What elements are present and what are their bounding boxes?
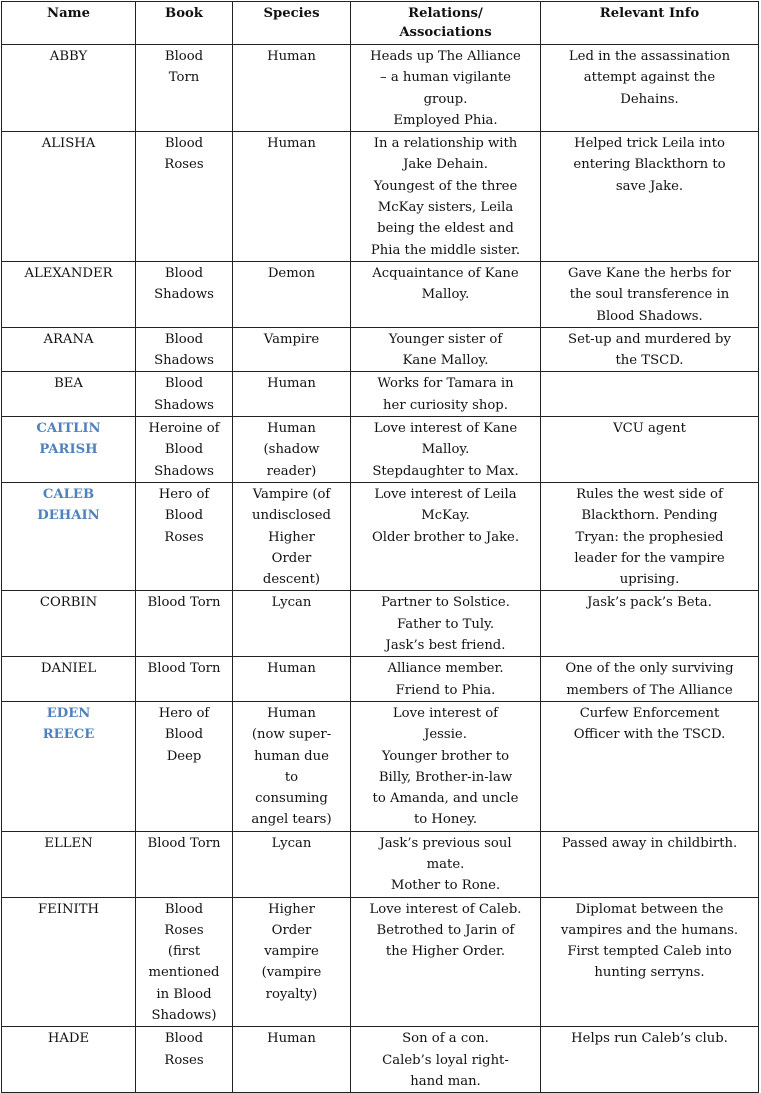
relations-cell: Partner to Solstice. Father to Tuly. Jask’s best friend.: [351, 591, 541, 657]
table-row: [2, 132, 759, 262]
relevant-info-cell: Diplomat between the vampires and the humans. First tempted Caleb into hunting serryns.: [541, 897, 759, 1027]
species-cell: Lycan: [233, 831, 351, 897]
book-cell: Blood Torn: [136, 831, 233, 897]
book-cell: Blood Shadows: [136, 372, 233, 417]
table-body: [2, 45, 759, 1093]
relations-cell: Works for Tamara in her curiosity shop.: [351, 372, 541, 417]
relations-cell: Heads up The Alliance – a human vigilante group. Employed Phia.: [351, 45, 541, 132]
relevant-info-cell: Passed away in childbirth.: [541, 831, 759, 897]
table-row: [2, 1027, 759, 1093]
species-cell: Human: [233, 132, 351, 262]
name-cell: ARANA: [2, 327, 136, 372]
species-cell: Vampire: [233, 327, 351, 372]
header-book: Book: [136, 2, 233, 45]
relations-cell: Younger sister of Kane Malloy.: [351, 327, 541, 372]
relations-cell: Acquaintance of Kane Malloy.: [351, 261, 541, 327]
species-cell: Human: [233, 657, 351, 702]
header-relevant-info: Relevant Info: [541, 2, 759, 45]
book-cell: Blood Shadows: [136, 327, 233, 372]
relations-cell: Jask’s previous soul mate. Mother to Rone.: [351, 831, 541, 897]
relevant-info-cell: One of the only surviving members of The Alliance: [541, 657, 759, 702]
name-cell: DANIEL: [2, 657, 136, 702]
relevant-info-cell: [541, 372, 759, 417]
book-cell: Blood Torn: [136, 591, 233, 657]
relevant-info-cell: VCU agent: [541, 417, 759, 483]
book-cell: Hero of Blood Deep: [136, 701, 233, 831]
table-row: [2, 372, 759, 417]
book-cell: Heroine of Blood Shadows: [136, 417, 233, 483]
table-row: [2, 897, 759, 1027]
header-name: Name: [2, 2, 136, 45]
relations-cell: Love interest of Kane Malloy. Stepdaughter to Max.: [351, 417, 541, 483]
name-cell: CALEB DEHAIN: [2, 482, 136, 590]
species-cell: Human (shadow reader): [233, 417, 351, 483]
relations-cell: In a relationship with Jake Dehain. Youngest of the three McKay sisters, Leila being the eldest and Phia the middle sister.: [351, 132, 541, 262]
species-cell: Higher Order vampire (vampire royalty): [233, 897, 351, 1027]
table-row: [2, 657, 759, 702]
relevant-info-cell: Helps run Caleb’s club.: [541, 1027, 759, 1093]
relevant-info-cell: Led in the assassination attempt against the Dehains.: [541, 45, 759, 132]
name-cell: BEA: [2, 372, 136, 417]
relations-cell: Alliance member. Friend to Phia.: [351, 657, 541, 702]
relevant-info-cell: Curfew Enforcement Officer with the TSCD.: [541, 701, 759, 831]
species-cell: Human: [233, 45, 351, 132]
table-row: [2, 327, 759, 372]
species-cell: Human: [233, 1027, 351, 1093]
name-cell: ELLEN: [2, 831, 136, 897]
book-cell: Blood Roses (first mentioned in Blood Shadows): [136, 897, 233, 1027]
header-species: Species: [233, 2, 351, 45]
relevant-info-cell: Jask’s pack’s Beta.: [541, 591, 759, 657]
relevant-info-cell: Rules the west side of Blackthorn. Pending Tryan: the prophesied leader for the vampire uprising.: [541, 482, 759, 590]
book-cell: Blood Torn: [136, 657, 233, 702]
relevant-info-cell: Gave Kane the herbs for the soul transference in Blood Shadows.: [541, 261, 759, 327]
relations-cell: Love interest of Caleb. Betrothed to Jarin of the Higher Order.: [351, 897, 541, 1027]
name-cell: FEINITH: [2, 897, 136, 1027]
relations-cell: Love interest of Leila McKay. Older brother to Jake.: [351, 482, 541, 590]
name-cell: CORBIN: [2, 591, 136, 657]
relevant-info-cell: Set-up and murdered by the TSCD.: [541, 327, 759, 372]
species-cell: Demon: [233, 261, 351, 327]
book-cell: Blood Torn: [136, 45, 233, 132]
table-row: [2, 831, 759, 897]
name-cell: ABBY: [2, 45, 136, 132]
species-cell: Lycan: [233, 591, 351, 657]
book-cell: Blood Shadows: [136, 261, 233, 327]
relations-cell: Love interest of Jessie. Younger brother to Billy, Brother-in-law to Amanda, and uncle to Honey.: [351, 701, 541, 831]
name-cell: ALISHA: [2, 132, 136, 262]
species-cell: Human (now super- human due to consuming angel tears): [233, 701, 351, 831]
name-cell: HADE: [2, 1027, 136, 1093]
species-cell: Human: [233, 372, 351, 417]
relations-cell: Son of a con. Caleb’s loyal right- hand man.: [351, 1027, 541, 1093]
table-row: [2, 45, 759, 132]
table-row: [2, 482, 759, 590]
table-row: [2, 417, 759, 483]
book-cell: Blood Roses: [136, 1027, 233, 1093]
name-cell: CAITLIN PARISH: [2, 417, 136, 483]
name-cell: ALEXANDER: [2, 261, 136, 327]
header-relations: Relations/ Associations: [351, 2, 541, 45]
table-row: [2, 701, 759, 831]
table-row: [2, 261, 759, 327]
table-row: [2, 591, 759, 657]
character-table: [1, 1, 759, 1093]
book-cell: Hero of Blood Roses: [136, 482, 233, 590]
header-row: [2, 2, 759, 45]
relevant-info-cell: Helped trick Leila into entering Blackthorn to save Jake.: [541, 132, 759, 262]
book-cell: Blood Roses: [136, 132, 233, 262]
species-cell: Vampire (of undisclosed Higher Order descent): [233, 482, 351, 590]
name-cell: EDEN REECE: [2, 701, 136, 831]
